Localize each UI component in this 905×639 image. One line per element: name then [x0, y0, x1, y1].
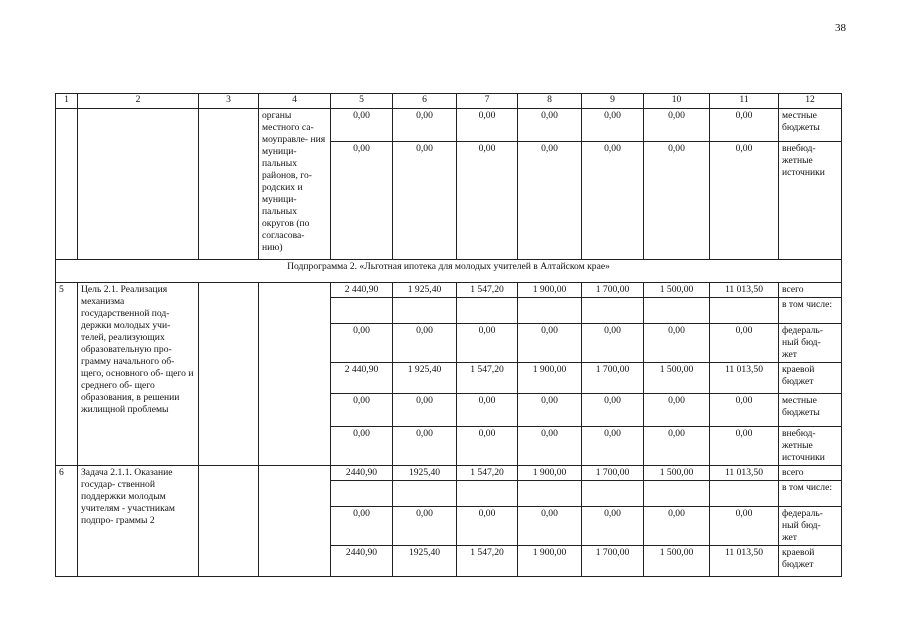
value-cell: 0,00 [393, 394, 457, 427]
value-cell: 0,00 [710, 324, 779, 363]
executor-cell: органы местного са- моуправле- ния муници- пальных районов, го- родских и муници- пальных округов (по согласова- нию) [259, 109, 331, 260]
value-cell: 0,00 [582, 394, 644, 427]
value-cell: 0,00 [644, 394, 710, 427]
value-cell [331, 481, 393, 507]
value-cell: 1 700,00 [582, 546, 644, 577]
column-number-row [56, 94, 842, 109]
value-cell: 0,00 [457, 507, 518, 546]
value-cell: 0,00 [393, 324, 457, 363]
value-cell: 1 700,00 [582, 283, 644, 298]
funding-source: краевой бюджет [779, 363, 842, 394]
value-cell: 0,00 [393, 507, 457, 546]
value-cell [393, 481, 457, 507]
column-number: 12 [779, 94, 842, 109]
value-cell: 0,00 [331, 324, 393, 363]
value-cell: 2 440,90 [331, 283, 393, 298]
value-cell: 0,00 [644, 324, 710, 363]
value-cell [644, 298, 710, 324]
title-cell: Задача 2.1.1. Оказание государ- ственной поддержки молодым учителям - участникам подпро- граммы 2 [78, 466, 199, 577]
value-cell: 0,00 [518, 427, 582, 466]
funding-source: федераль- ный бюд- жет [779, 324, 842, 363]
deadline-cell [199, 109, 259, 260]
row-number-cell: 6 [56, 466, 78, 577]
title-cell: Цель 2.1. Реализация механизма государственной под- держки молодых учи- телей, реализующих образовательную про- грамму начального об- щего, основного об- щего и среднего об- щего образования, в решении жилищной проблемы [78, 283, 199, 466]
funding-source: местные бюджеты [779, 394, 842, 427]
table-row [56, 466, 842, 481]
column-number: 1 [56, 94, 78, 109]
column-number: 4 [259, 94, 331, 109]
value-cell [518, 298, 582, 324]
value-cell: 0,00 [457, 324, 518, 363]
funding-source: внебюд- жетные источники [779, 427, 842, 466]
value-cell [710, 481, 779, 507]
value-cell: 11 013,50 [710, 283, 779, 298]
funding-source: всего [779, 466, 842, 481]
value-cell: 0,00 [710, 142, 779, 260]
funding-source: в том числе: [779, 298, 842, 324]
subprogram-title: Подпрограмма 2. «Льготная ипотека для молодых учителей в Алтайском крае» [56, 260, 842, 283]
value-cell [393, 298, 457, 324]
value-cell: 0,00 [393, 142, 457, 260]
value-cell: 2440,90 [331, 466, 393, 481]
value-cell: 0,00 [518, 142, 582, 260]
column-number: 9 [582, 94, 644, 109]
value-cell: 11 013,50 [710, 546, 779, 577]
table-row [56, 109, 842, 142]
column-number: 2 [78, 94, 199, 109]
value-cell [582, 481, 644, 507]
funding-source: всего [779, 283, 842, 298]
value-cell: 2 440,90 [331, 363, 393, 394]
value-cell: 0,00 [393, 427, 457, 466]
value-cell: 1 925,40 [393, 363, 457, 394]
value-cell: 0,00 [644, 142, 710, 260]
column-number: 8 [518, 94, 582, 109]
value-cell: 0,00 [331, 394, 393, 427]
subprogram-row [56, 260, 842, 283]
column-number: 3 [199, 94, 259, 109]
value-cell [582, 298, 644, 324]
value-cell: 0,00 [518, 394, 582, 427]
value-cell: 0,00 [331, 142, 393, 260]
value-cell: 11 013,50 [710, 363, 779, 394]
value-cell: 0,00 [457, 109, 518, 142]
executor-cell [259, 283, 331, 466]
value-cell: 0,00 [710, 109, 779, 142]
value-cell: 0,00 [393, 109, 457, 142]
column-number: 6 [393, 94, 457, 109]
value-cell: 0,00 [457, 394, 518, 427]
value-cell: 1 500,00 [644, 546, 710, 577]
value-cell [710, 298, 779, 324]
table-row [56, 283, 842, 298]
row-number-cell [56, 109, 78, 260]
value-cell: 0,00 [582, 427, 644, 466]
row-number-cell: 5 [56, 283, 78, 466]
column-number: 11 [710, 94, 779, 109]
value-cell [331, 298, 393, 324]
value-cell: 1 900,00 [518, 363, 582, 394]
page-number: 38 [835, 22, 846, 34]
value-cell: 0,00 [331, 427, 393, 466]
value-cell: 0,00 [710, 427, 779, 466]
value-cell: 0,00 [582, 324, 644, 363]
value-cell: 1 500,00 [644, 283, 710, 298]
funding-source: местные бюджеты [779, 109, 842, 142]
value-cell: 1925,40 [393, 546, 457, 577]
value-cell: 0,00 [582, 507, 644, 546]
value-cell: 1 547,20 [457, 363, 518, 394]
funding-source: краевой бюджет [779, 546, 842, 577]
funding-source: внебюд- жетные источники [779, 142, 842, 260]
deadline-cell [199, 283, 259, 466]
column-number: 5 [331, 94, 393, 109]
title-cell [78, 109, 199, 260]
value-cell: 1 700,00 [582, 363, 644, 394]
value-cell: 0,00 [710, 394, 779, 427]
value-cell: 1 500,00 [644, 466, 710, 481]
value-cell: 1925,40 [393, 466, 457, 481]
value-cell: 2440,90 [331, 546, 393, 577]
value-cell: 0,00 [457, 142, 518, 260]
value-cell [457, 298, 518, 324]
value-cell: 0,00 [644, 109, 710, 142]
executor-cell [259, 466, 331, 577]
value-cell [457, 481, 518, 507]
value-cell: 1 900,00 [518, 466, 582, 481]
value-cell: 0,00 [518, 507, 582, 546]
value-cell: 0,00 [710, 507, 779, 546]
value-cell: 0,00 [331, 109, 393, 142]
funding-source: федераль- ный бюд- жет [779, 507, 842, 546]
value-cell: 1 900,00 [518, 283, 582, 298]
column-number: 7 [457, 94, 518, 109]
deadline-cell [199, 466, 259, 577]
funding-source: в том числе: [779, 481, 842, 507]
value-cell: 0,00 [518, 109, 582, 142]
value-cell: 0,00 [644, 507, 710, 546]
value-cell: 1 500,00 [644, 363, 710, 394]
value-cell: 0,00 [582, 142, 644, 260]
value-cell: 1 547,20 [457, 546, 518, 577]
value-cell: 1 547,20 [457, 466, 518, 481]
value-cell: 0,00 [518, 324, 582, 363]
value-cell: 0,00 [644, 427, 710, 466]
value-cell [644, 481, 710, 507]
value-cell [518, 481, 582, 507]
value-cell: 0,00 [582, 109, 644, 142]
value-cell: 0,00 [331, 507, 393, 546]
value-cell: 1 900,00 [518, 546, 582, 577]
value-cell: 1 700,00 [582, 466, 644, 481]
value-cell: 1 547,20 [457, 283, 518, 298]
value-cell: 11 013,50 [710, 466, 779, 481]
value-cell: 1 925,40 [393, 283, 457, 298]
column-number: 10 [644, 94, 710, 109]
financing-table [55, 93, 842, 577]
value-cell: 0,00 [457, 427, 518, 466]
